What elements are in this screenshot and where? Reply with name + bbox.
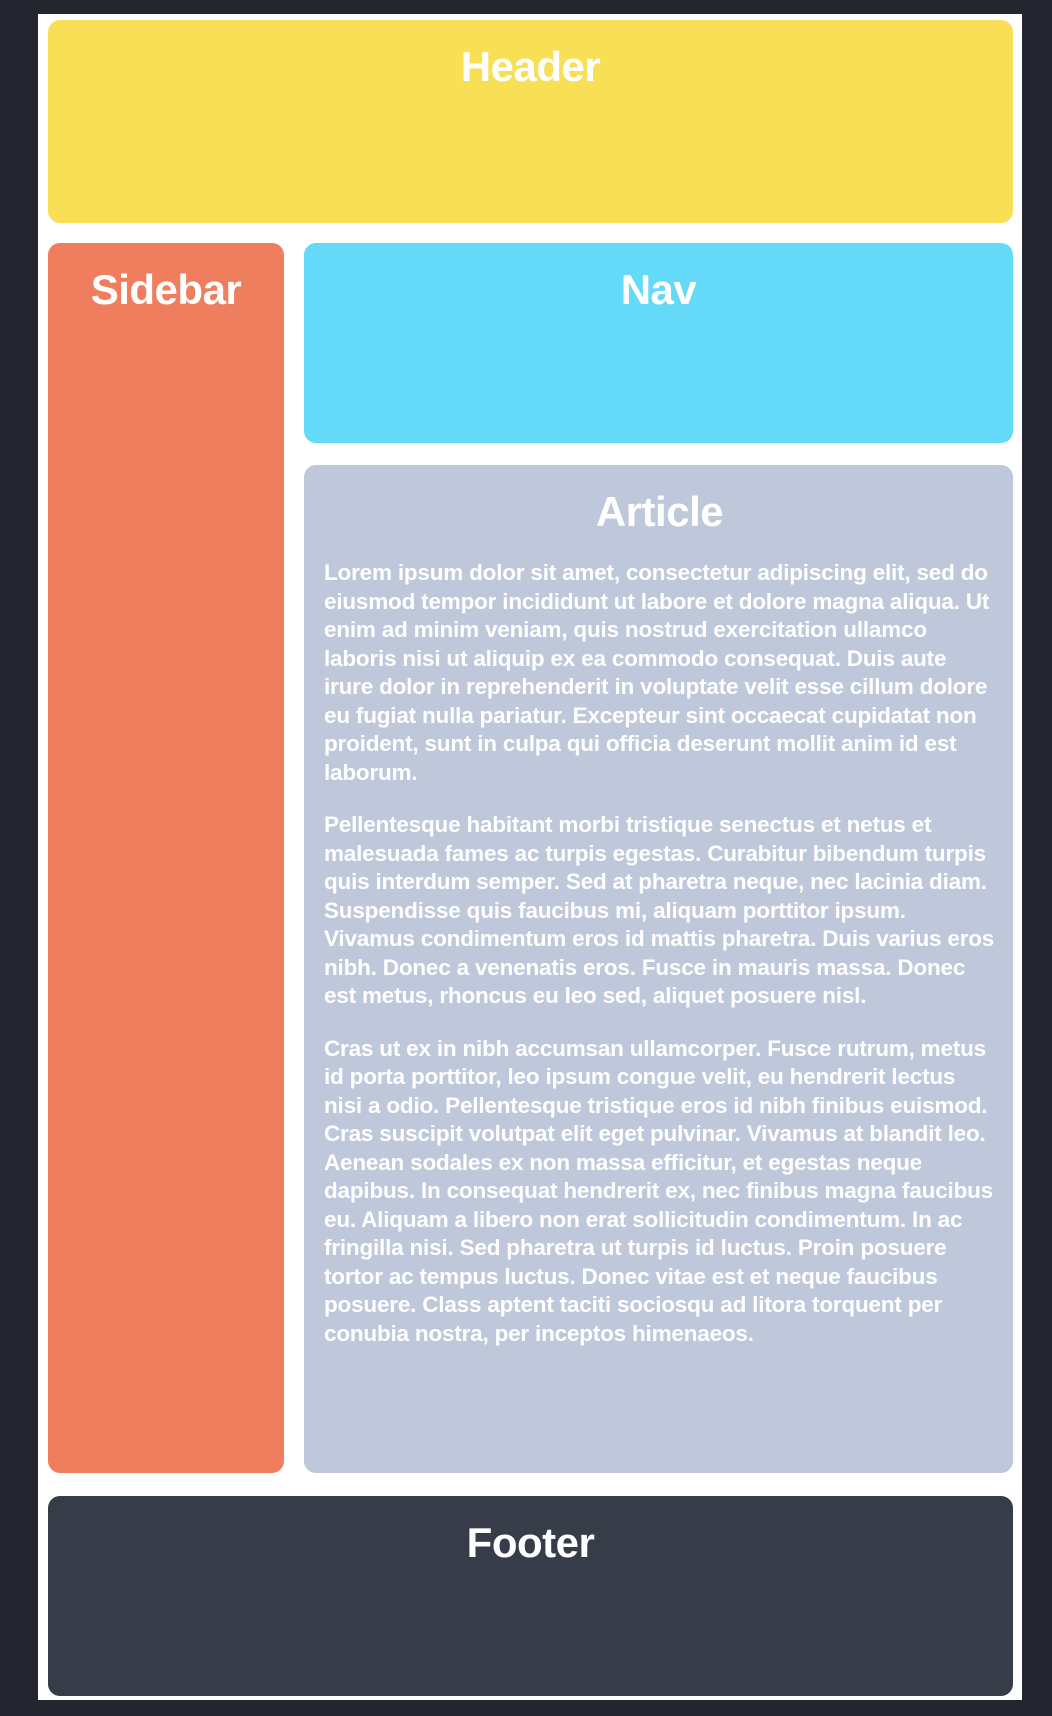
article-paragraph: Cras ut ex in nibh accumsan ullamcorper. Fusce rutrum, metus id porta porttitor, leo ipsum congue velit, eu hendrerit lectus nisi a odio. Pellentesque tristique eros id nibh finibus euismod. Cras suscipit volutpat elit eget pulvinar. Vivamus at blandit leo. Aenean sodales ex non massa efficitur, et egestas neque dapibus. In consequat hendrerit ex, nec finibus magna faucibus eu. Aliquam a libero non erat sollicitudin condimentum. In ac fringilla nisi. Sed pharetra ut turpis id luctus. Proin posuere tortor ac tempus luctus. Donec vitae est et neque faucibus posuere. Class aptent taciti sociosqu ad litora torquent per conubia nostra, per inceptos himenaeos. bbox=[324, 1035, 993, 1346]
header-section bbox=[48, 20, 1013, 223]
header-title: Header bbox=[460, 43, 601, 90]
page-container bbox=[38, 14, 1022, 1700]
sidebar-section bbox=[48, 243, 284, 1473]
footer-section bbox=[48, 1496, 1013, 1696]
nav-section bbox=[304, 243, 1013, 443]
article-paragraph: Lorem ipsum dolor sit amet, consectetur adipiscing elit, sed do eiusmod tempor incididunt ut labore et dolore magna aliqua. Ut enim ad minim veniam, quis nostrud exercitation ullamco laboris nisi ut aliquip ex ea commodo consequat. Duis aute irure dolor in reprehenderit in voluptate velit esse cillum dolore eu fugiat nulla pariatur. Excepteur sint occaecat cupidatat non proident, sunt in culpa qui officia deserunt mollit anim id est laborum. bbox=[324, 560, 990, 785]
nav-title: Nav bbox=[620, 266, 697, 313]
article-paragraph: Pellentesque habitant morbi tristique senectus et netus et malesuada fames ac turpis egestas. Curabitur bibendum turpis quis interdum semper. Sed at pharetra neque, nec lacinia diam. Suspendisse quis faucibus mi, aliquam porttitor ipsum. Vivamus condimentum eros id mattis pharetra. Duis varius eros nibh. Donec a venenatis eros. Fusce in mauris massa. Donec est metus, rhoncus eu leo sed, aliquet posuere nisl. bbox=[324, 812, 995, 1008]
article-title: Article bbox=[595, 488, 724, 535]
footer-title: Footer bbox=[466, 1519, 595, 1566]
sidebar-title: Sidebar bbox=[90, 266, 242, 313]
article-section bbox=[304, 465, 1013, 1473]
